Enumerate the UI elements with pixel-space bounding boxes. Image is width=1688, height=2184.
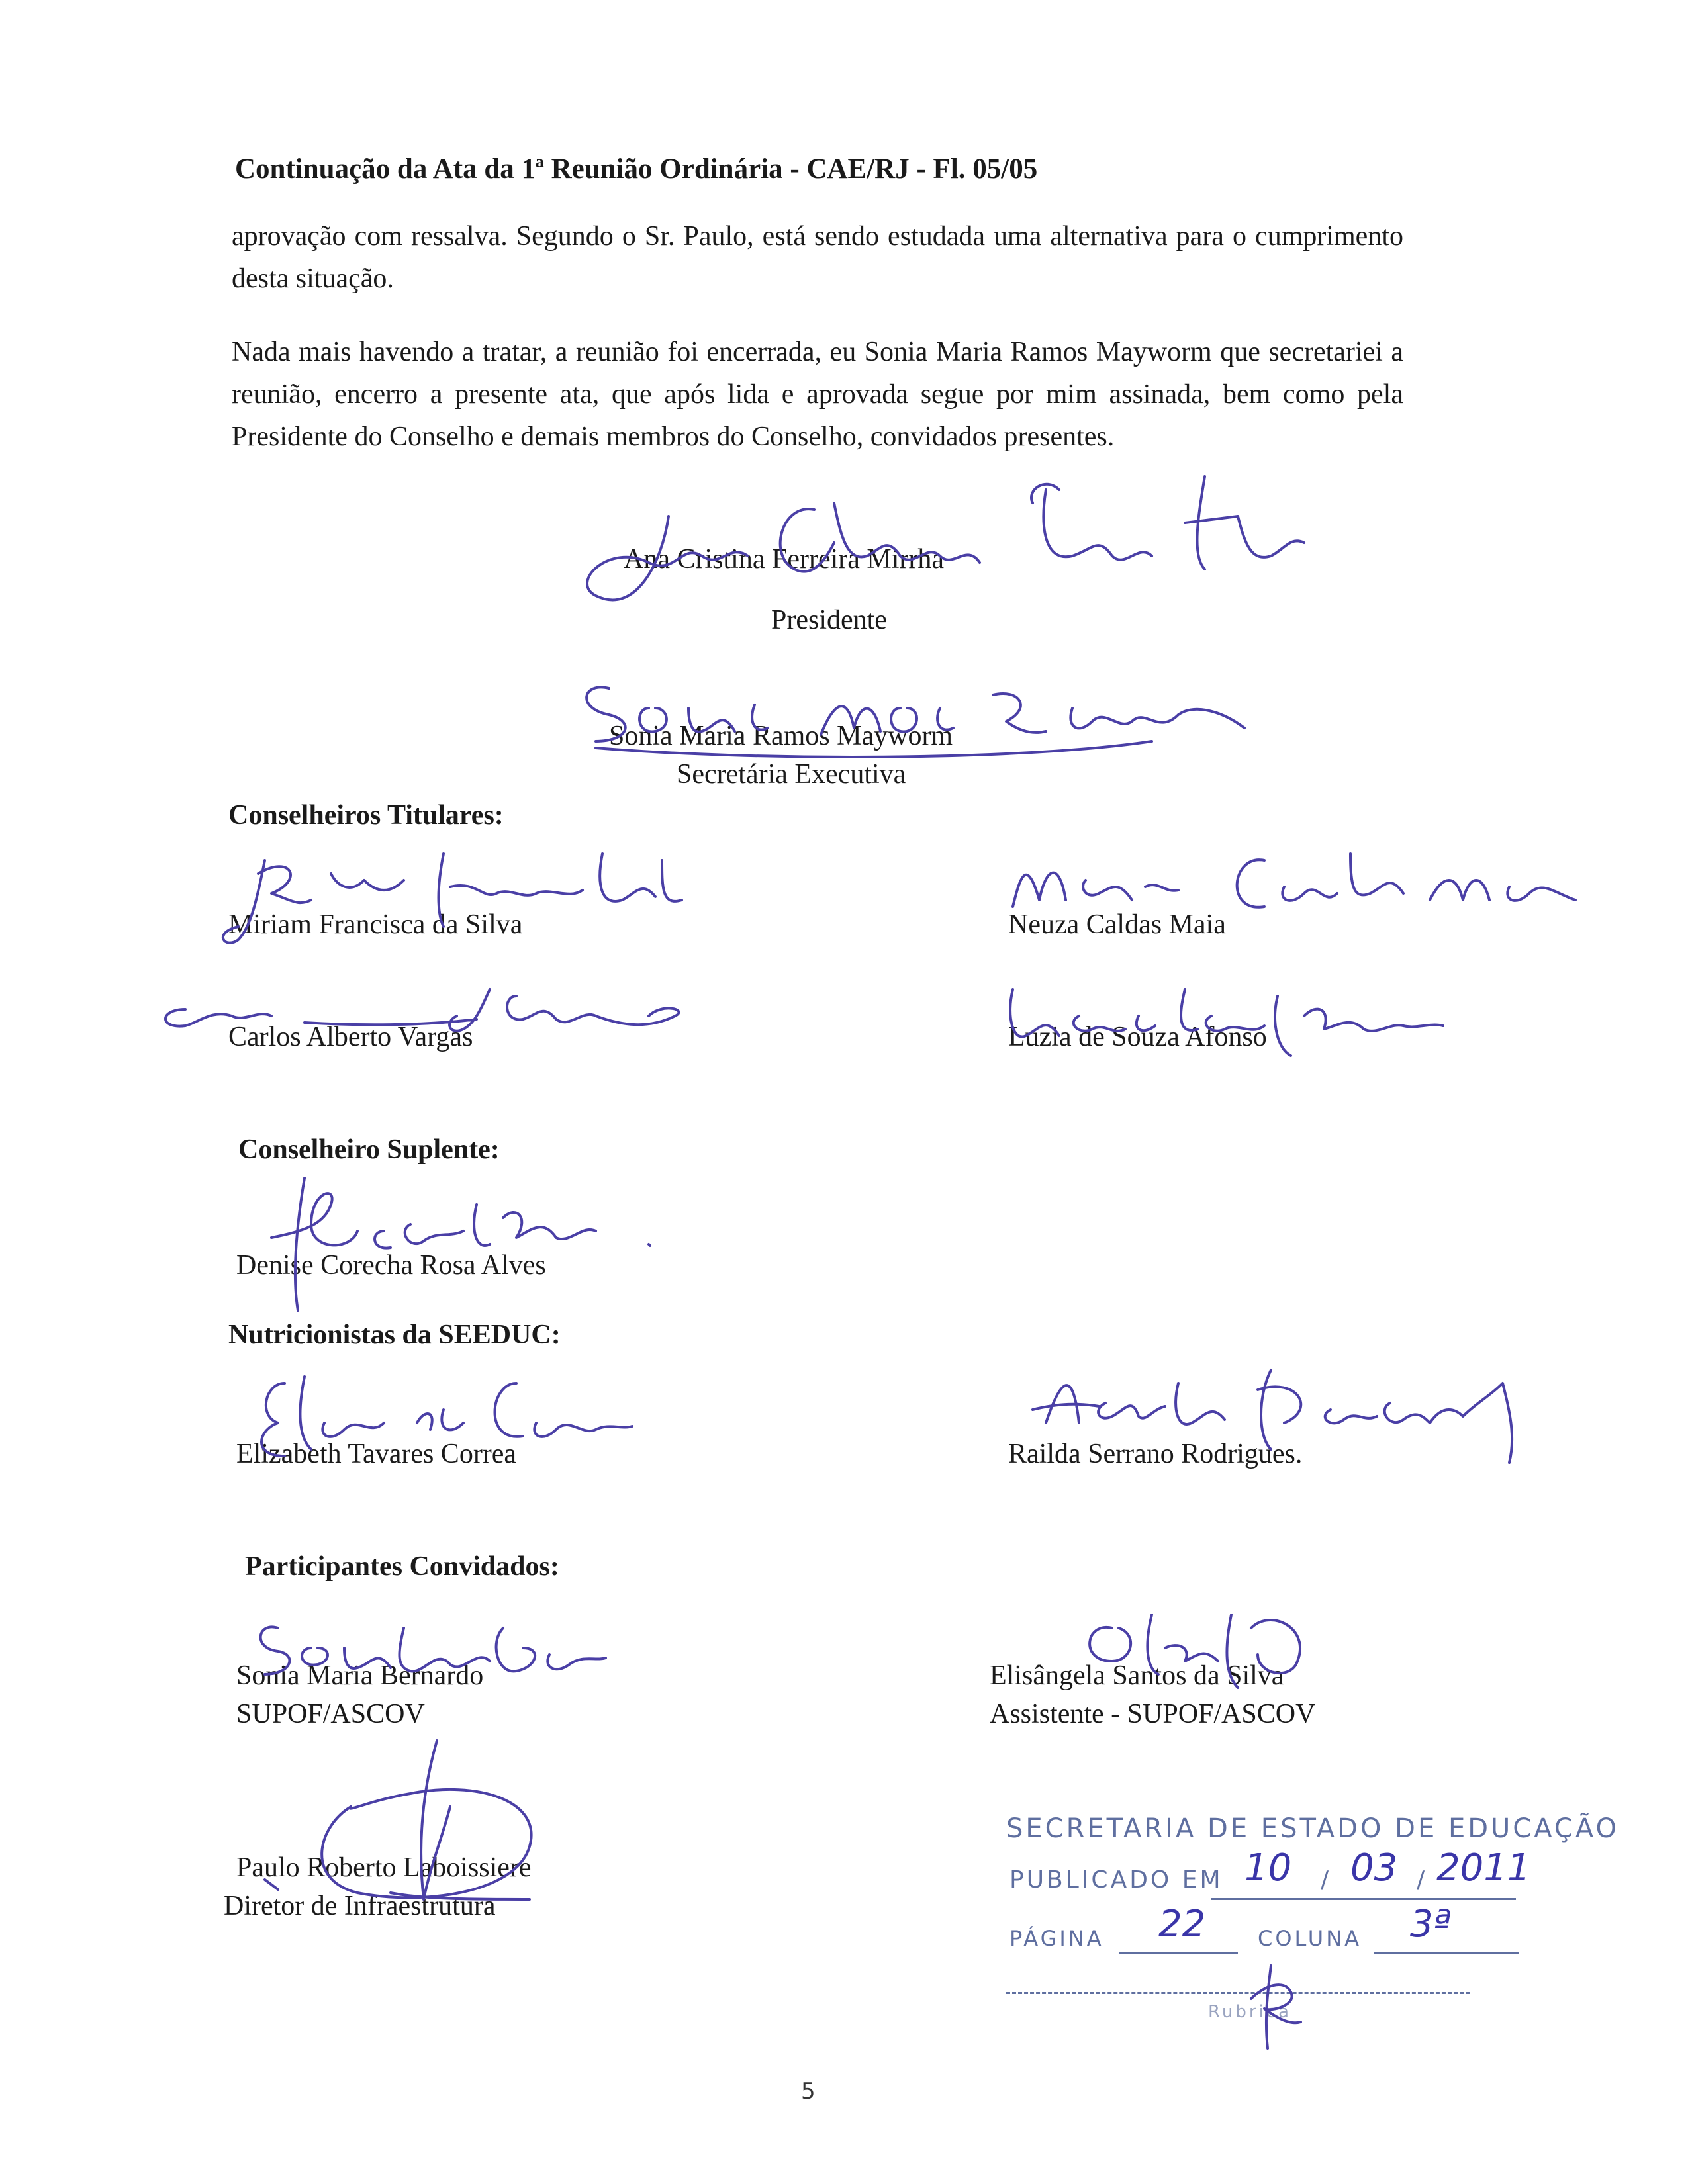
secretary-role: Secretária Executiva bbox=[677, 759, 906, 790]
stamp-column-value: 3ª bbox=[1410, 1903, 1452, 1946]
suplente-name-1: Denise Corecha Rosa Alves bbox=[236, 1250, 546, 1281]
president-name: Ana Cristina Ferreira Mirrha bbox=[624, 544, 945, 574]
titular-name-3: Carlos Alberto Vargas bbox=[228, 1022, 473, 1052]
president-role: Presidente bbox=[771, 605, 887, 635]
convidado-name-1: Sonia Maria Bernardo bbox=[236, 1661, 484, 1691]
suplente-signature-1 bbox=[252, 1165, 675, 1317]
stamp-day: 10 bbox=[1244, 1846, 1292, 1889]
stamp-rubrica-line bbox=[1006, 1992, 1470, 1994]
paragraph-closing: Nada mais havendo a tratar, a reunião foi encerrada, eu Sonia Maria Ramos Mayworm que secretariei a reunião, encerro a presente ata, que após lida e aprovada segue por mim assinada, bem como pela Presidente do Conselho e demais membros do Conselho, convidados presentes. bbox=[232, 337, 1403, 452]
convidado-dept-3: Diretor de Infraestrutura bbox=[224, 1891, 496, 1921]
titular-name-2: Neuza Caldas Maia bbox=[1008, 909, 1226, 940]
nutricionista-name-1: Elizabeth Tavares Correa bbox=[236, 1439, 517, 1469]
stamp-published-label: PUBLICADO EM bbox=[1009, 1866, 1223, 1893]
stamp-rubrica-label: Rubrica bbox=[1208, 2002, 1292, 2022]
titular-name-4: Luzia de Souza Afonso bbox=[1008, 1022, 1267, 1052]
stamp-title: SECRETARIA DE ESTADO DE EDUCAÇÃO bbox=[1006, 1813, 1619, 1844]
stamp-slash-2: / bbox=[1417, 1866, 1428, 1893]
suplente-heading: Conselheiro Suplente: bbox=[238, 1134, 500, 1165]
stamp-page-value: 22 bbox=[1158, 1903, 1206, 1946]
nutricionistas-heading: Nutricionistas da SEEDUC: bbox=[228, 1320, 561, 1350]
stamp-page-line bbox=[1119, 1952, 1238, 1954]
stamp-column-label: COLUNA bbox=[1258, 1926, 1362, 1951]
stamp-date-line bbox=[1211, 1898, 1516, 1900]
titular-name-1: Miriam Francisca da Silva bbox=[228, 909, 523, 940]
page-number: 5 bbox=[801, 2078, 816, 2105]
convidados-heading: Participantes Convidados: bbox=[245, 1551, 559, 1582]
stamp-page-label: PÁGINA bbox=[1009, 1926, 1104, 1951]
paragraph-continuation: aprovação com ressalva. Segundo o Sr. Paulo, está sendo estudada uma alternativa para o cumprimento desta situação. bbox=[232, 221, 1403, 294]
stamp-column-line bbox=[1374, 1952, 1519, 1954]
page-title: Continuação da Ata da 1ª Reunião Ordinária - CAE/RJ - Fl. 05/05 bbox=[235, 154, 1038, 185]
titulares-heading: Conselheiros Titulares: bbox=[228, 800, 504, 831]
convidado-dept-2: Assistente - SUPOF/ASCOV bbox=[990, 1699, 1316, 1729]
stamp-year: 2011 bbox=[1436, 1846, 1531, 1889]
nutricionista-name-2: Railda Serrano Rodrigues. bbox=[1008, 1439, 1303, 1469]
stamp-slash-1: / bbox=[1321, 1866, 1332, 1893]
convidado-dept-1: SUPOF/ASCOV bbox=[236, 1699, 425, 1729]
stamp-month: 03 bbox=[1350, 1846, 1398, 1889]
convidado-name-3: Paulo Roberto Laboissiere bbox=[236, 1852, 532, 1883]
convidado-name-2: Elisângela Santos da Silva bbox=[990, 1661, 1284, 1691]
secretary-name: Sonia Maria Ramos Mayworm bbox=[609, 721, 953, 751]
